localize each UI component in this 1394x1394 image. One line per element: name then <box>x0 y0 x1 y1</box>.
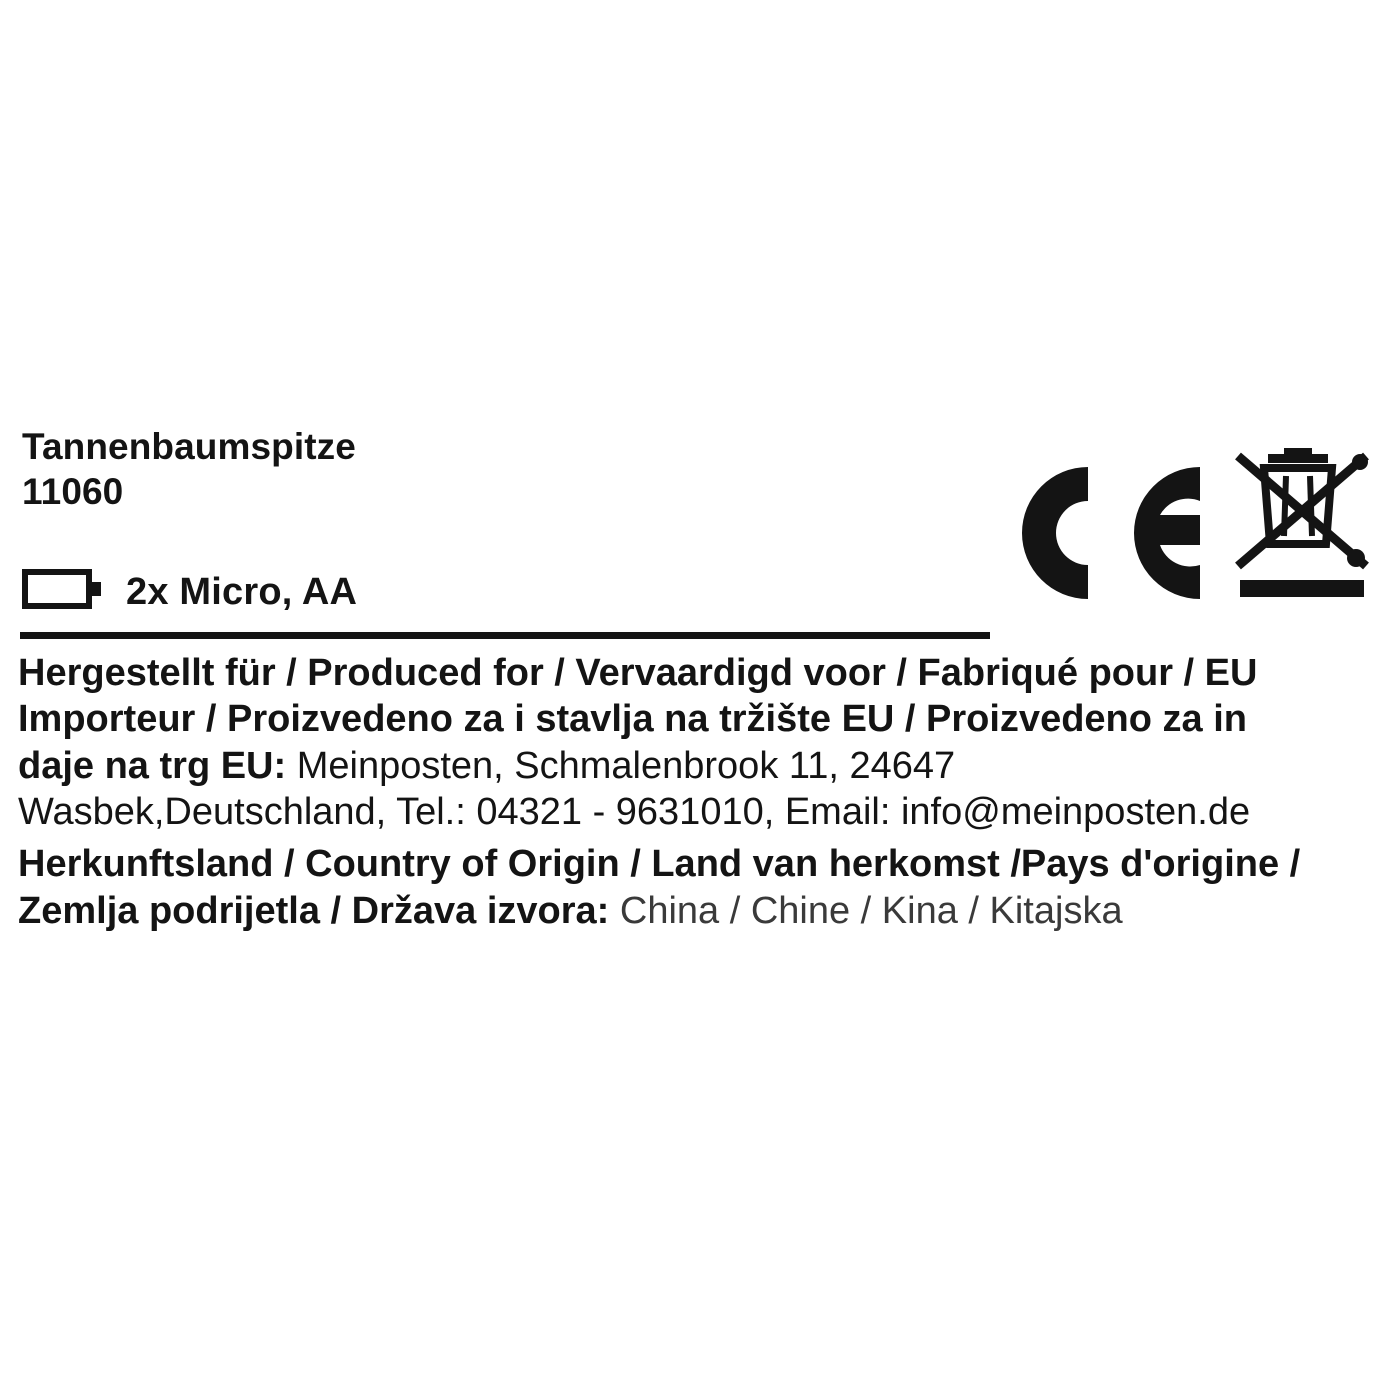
ce-marking-icon <box>1000 453 1210 618</box>
battery-requirement-row <box>22 566 357 617</box>
product-name: Tannenbaumspitze <box>22 426 356 467</box>
compliance-marks <box>1000 448 1370 623</box>
manufacturer-paragraph <box>18 650 1318 835</box>
label-body-text <box>18 650 1318 934</box>
origin-heading: Herkunftsland / Country of Origin / Land van herkomst /Pays d'origine / Zemlja podrijetla / Država izvora: <box>18 843 1301 932</box>
product-code: 11060 <box>22 471 124 513</box>
section-divider <box>20 632 990 639</box>
manufacturer-address-line-2: Deutschland, Tel.: 04321 - 9631010, Email: info@meinposten.de <box>164 791 1251 834</box>
manufacturer-heading: Hergestellt für / Produced for / Vervaardigd voor / Fabriqué pour / EU Importeur / Proizvedeno za i stavlja na tržište EU / Proizvedeno za in daje na trg EU: <box>18 652 1258 787</box>
origin-paragraph <box>18 841 1318 934</box>
battery-text: 2x Micro, AA <box>126 570 358 613</box>
crossed-out-wheelie-bin-icon <box>1234 448 1370 623</box>
manufacturer-address-line-1: Meinposten, Schmalenbrook 11, 24647 Wasbek, <box>18 744 956 834</box>
battery-icon <box>22 566 104 617</box>
origin-value: China / Chine / Kina / Kitajska <box>609 889 1123 932</box>
product-header <box>22 424 1022 514</box>
